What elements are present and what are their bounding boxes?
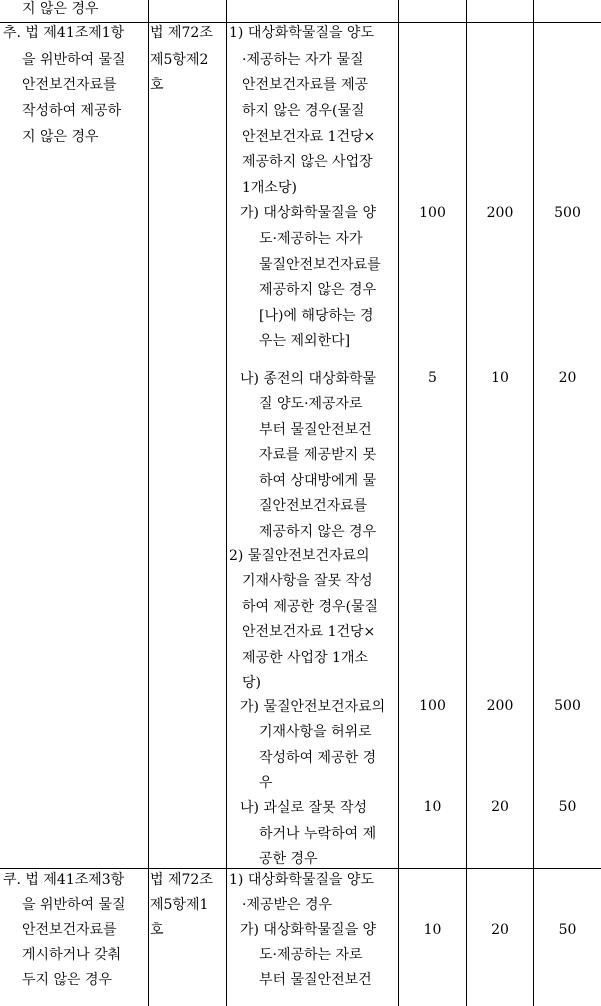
fine-second: 20 — [491, 799, 509, 815]
violation-line: 추. 법 제41조제1항 — [3, 25, 125, 41]
detail-line: 2) 물질안전보건자료의 — [229, 548, 370, 564]
violation-line: 안전보건자료를 — [22, 922, 117, 938]
detail-line: 도·제공하는 자가 — [259, 231, 363, 247]
fine-second: 20 — [491, 922, 509, 938]
detail-line: 질안전보건자료를 — [259, 498, 368, 514]
detail-line: 자료를 제공받지 못 — [259, 447, 377, 463]
detail-line: 제공하지 않은 경우 — [259, 282, 377, 298]
detail-line: 가) 대상화학물질을 양 — [240, 922, 377, 938]
detail-line: 안전보건자료 1건당× — [242, 624, 376, 640]
detail-line: 1) 대상화학물질을 양도 — [229, 25, 374, 41]
column-border — [226, 0, 227, 1006]
detail-line: 안전보건자료를 제공 — [242, 77, 369, 93]
law-line: 법 제72조 — [150, 25, 213, 41]
fine-third: 50 — [558, 922, 577, 938]
fine-first: 100 — [419, 205, 446, 221]
detail-line: 하여 제공한 경우(물질 — [242, 599, 379, 615]
fine-first: 10 — [423, 922, 442, 938]
violation-line: 게시하거나 갖춰 — [22, 947, 122, 963]
detail-line: 물질안전보건자료를 — [259, 257, 381, 273]
detail-line: 제공하지 않은 사업장 — [242, 154, 373, 170]
detail-line: ·제공받은 경우 — [242, 897, 333, 913]
fine-first: 10 — [423, 799, 442, 815]
detail-line: 하여 상대방에게 물 — [259, 473, 377, 489]
violation-line: 지 않은 경우 — [22, 1, 99, 17]
detail-line: 기재사항을 잘못 작성 — [242, 573, 373, 589]
violation-line: 지 않은 경우 — [22, 129, 99, 145]
detail-line: 하지 않은 경우(물질 — [242, 103, 365, 119]
fine-third: 500 — [554, 698, 581, 714]
detail-line: 우 — [259, 775, 273, 791]
detail-line: 작성하여 제공한 경 — [259, 750, 377, 766]
fine-second: 10 — [491, 370, 509, 386]
detail-line: 기재사항을 허위로 — [259, 724, 372, 740]
detail-line: [나)에 해당하는 경 — [259, 308, 374, 324]
detail-line: 하거나 누락하여 제 — [259, 826, 377, 842]
violation-line: 작성하여 제공하 — [22, 103, 122, 119]
detail-line: 부터 물질안전보건 — [259, 422, 372, 438]
detail-line: 1) 대상화학물질을 양도 — [229, 872, 374, 888]
detail-line: 부터 물질안전보건 — [259, 972, 372, 988]
fine-second: 200 — [486, 698, 514, 714]
detail-line: 가) 물질안전보건자료의 — [240, 699, 386, 715]
column-border — [533, 0, 534, 1006]
detail-line: 나) 종전의 대상화학물 — [240, 371, 377, 387]
detail-line: 질 양도·제공자로 — [259, 396, 363, 412]
law-line: 호 — [150, 77, 164, 93]
fine-first: 5 — [428, 370, 437, 386]
detail-line: 안전보건자료 1건당× — [242, 129, 376, 145]
violation-line: 안전보건자료를 — [22, 77, 117, 93]
column-border — [398, 0, 399, 1006]
violation-line: 두지 않은 경우 — [22, 972, 113, 988]
detail-line: 가) 대상화학물질을 양 — [240, 205, 377, 221]
violation-line: 을 위반하여 물질 — [22, 52, 126, 68]
detail-line: 나) 과실로 잘못 작성 — [240, 800, 368, 816]
law-line: 호 — [150, 922, 164, 938]
detail-line: ·제공하는 자가 물질 — [242, 52, 364, 68]
column-border — [148, 0, 149, 1006]
law-line: 법 제72조 — [150, 872, 213, 888]
violation-line: 을 위반하여 물질 — [22, 897, 126, 913]
column-border — [466, 0, 467, 1006]
detail-line: 우는 제외한다] — [259, 333, 351, 349]
fine-second: 200 — [486, 205, 514, 221]
detail-line: 당) — [242, 675, 261, 691]
fine-third: 500 — [554, 205, 581, 221]
law-line: 제5항제1 — [150, 897, 209, 913]
violation-line: 쿠. 법 제41조제3항 — [3, 872, 125, 888]
detail-line: 1개소당) — [242, 180, 297, 196]
detail-line: 제공한 사업장 1개소 — [242, 650, 368, 666]
law-line: 제5항제2 — [150, 52, 209, 68]
detail-line: 도·제공하는 자로 — [259, 947, 363, 963]
fine-third: 20 — [558, 370, 577, 386]
fine-first: 100 — [419, 698, 446, 714]
fine-third: 50 — [558, 799, 577, 815]
detail-line: 제공하지 않은 경우 — [259, 524, 377, 540]
detail-line: 공한 경우 — [259, 851, 318, 867]
